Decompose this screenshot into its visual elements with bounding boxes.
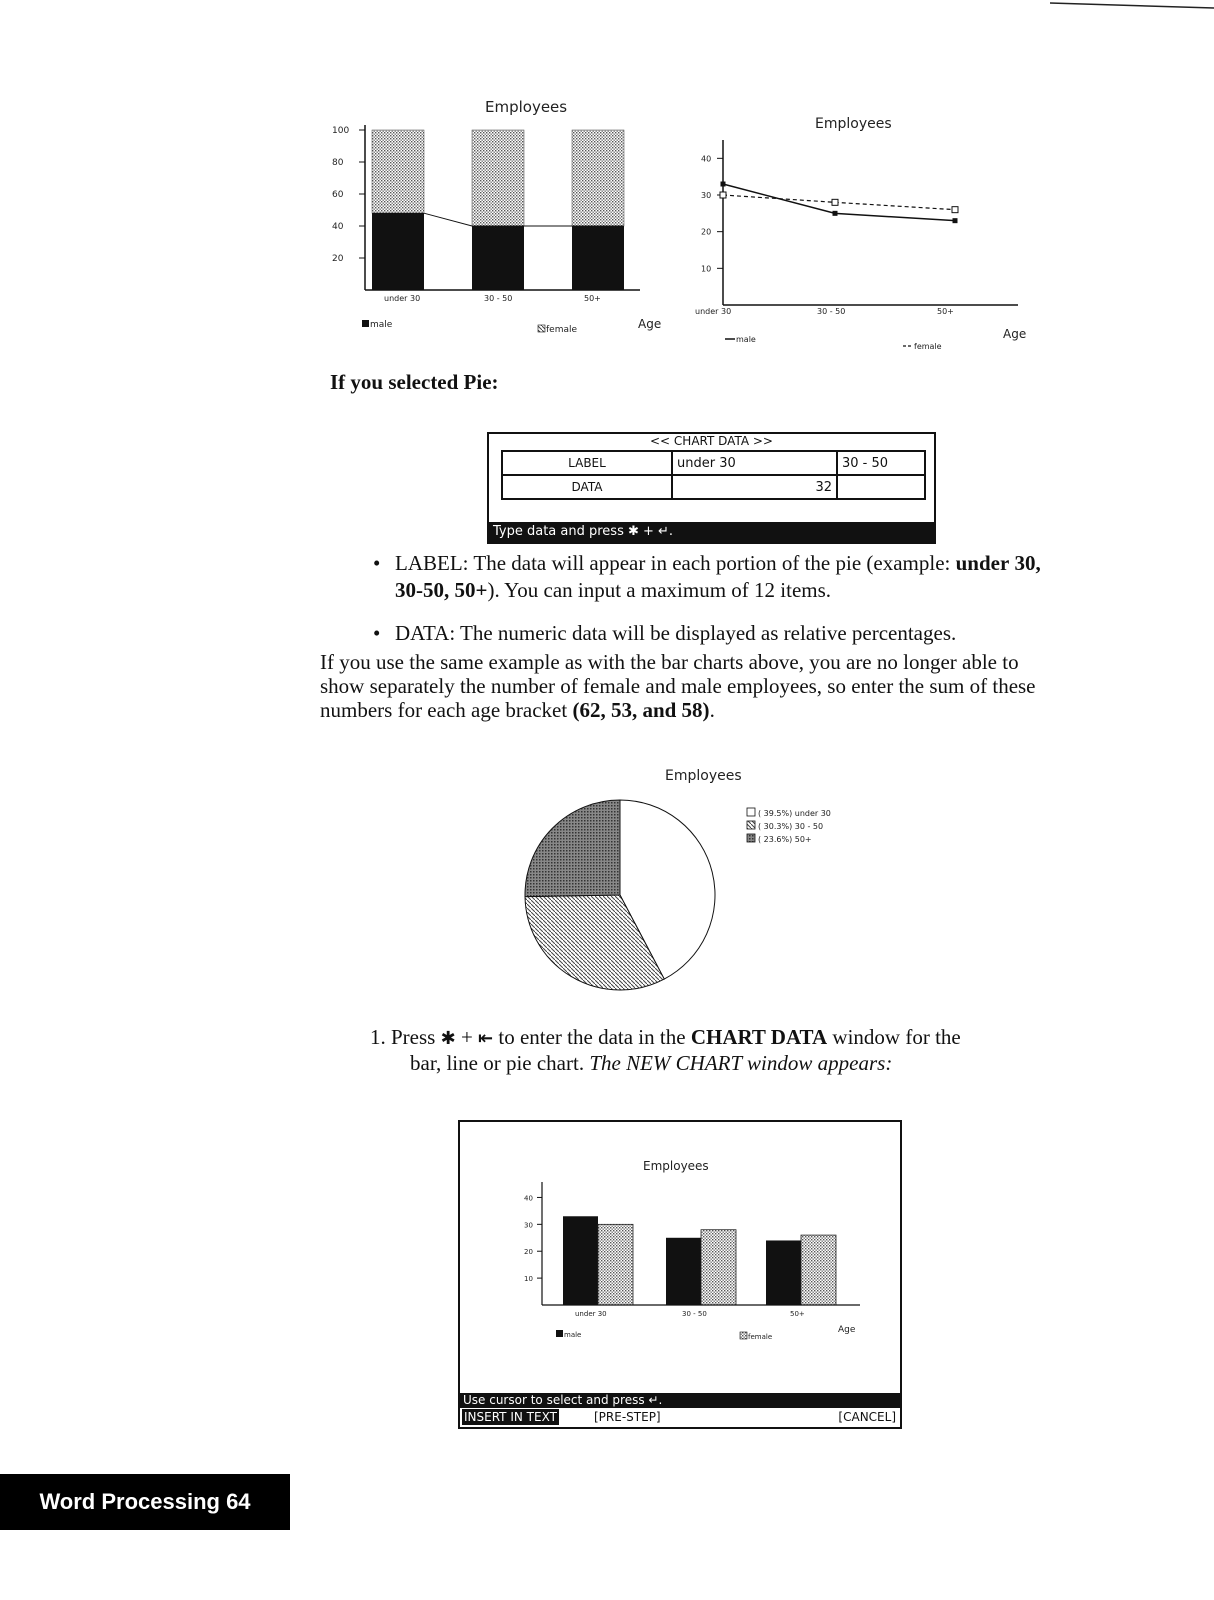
new-chart-window bbox=[458, 1120, 902, 1429]
bar1-female-bar bbox=[572, 130, 624, 226]
new-chart-legend-female: female bbox=[748, 1333, 773, 1341]
line1-x-label: 30 - 50 bbox=[817, 307, 846, 316]
pie-legend-label: ( 30.3%) 30 - 50 bbox=[758, 822, 824, 831]
corner-rule bbox=[1050, 0, 1214, 12]
chart-data-table bbox=[501, 450, 926, 500]
body-paragraph bbox=[320, 650, 1055, 722]
new-chart-button-bar bbox=[460, 1409, 900, 1425]
pie-chart-title: Employees bbox=[665, 768, 742, 784]
line1-male-marker bbox=[953, 218, 958, 223]
new-chart-legend-female-swatch bbox=[740, 1332, 747, 1339]
line1-female-marker bbox=[720, 192, 726, 198]
chart-data-data-row bbox=[502, 475, 925, 499]
grouped-bar-chart bbox=[460, 1122, 900, 1392]
line1-female-series bbox=[723, 195, 955, 210]
chart-data-window bbox=[487, 432, 936, 544]
new-chart-legend-male-swatch bbox=[556, 1330, 563, 1337]
chart-data-status-bar: Type data and press ✱ + ↵. bbox=[489, 522, 934, 542]
bar1-ytick-label: 40 bbox=[332, 222, 344, 232]
line-chart-legend-female: female bbox=[914, 342, 942, 351]
step-1-line2: bar, line or pie chart. bbox=[410, 1051, 590, 1075]
step-1-text1: to enter the data in the bbox=[493, 1025, 691, 1049]
line-chart-legend-male: male bbox=[736, 335, 756, 344]
gear-key-icon: ✱ bbox=[440, 1028, 456, 1048]
bar2-x-label: 30 - 50 bbox=[682, 1310, 707, 1318]
pie-legend-label: ( 23.6%) 50+ bbox=[758, 835, 812, 844]
bar-chart-legend-male: male bbox=[370, 320, 393, 330]
bar1-male-bar bbox=[372, 213, 424, 290]
bar-chart-legend-female: female bbox=[546, 325, 578, 335]
line1-ytick-label: 10 bbox=[701, 264, 712, 274]
bar2-ytick-label: 40 bbox=[524, 1194, 533, 1203]
bar1-ytick-label: 80 bbox=[332, 158, 344, 168]
pie-legend-swatch bbox=[747, 821, 755, 829]
step-1-text2: window for the bbox=[827, 1025, 961, 1049]
bullet-label-text1: The data will appear in each portion of the pie (example: bbox=[473, 551, 956, 575]
bar1-female-bar bbox=[372, 130, 424, 213]
label-cell-under-30[interactable]: under 30 bbox=[672, 451, 837, 475]
step-1-press: Press bbox=[391, 1025, 436, 1049]
step-1-number: 1. bbox=[370, 1025, 386, 1049]
pre-step-button[interactable]: [PRE-STEP] bbox=[594, 1410, 661, 1424]
bar1-ytick-label: 60 bbox=[332, 190, 344, 200]
bar1-male-bar bbox=[472, 226, 524, 290]
bullet-data-text: The numeric data will be displayed as relative percentages. bbox=[460, 621, 957, 645]
bar1-x-label: under 30 bbox=[384, 294, 421, 303]
step-1 bbox=[370, 1025, 1050, 1075]
bar-chart-title: Employees bbox=[485, 98, 568, 116]
bar2-female-bar bbox=[801, 1235, 836, 1305]
bullet-data-term: DATA: bbox=[395, 621, 456, 645]
bar1-ytick-label: 100 bbox=[332, 126, 350, 136]
line1-x-label: 50+ bbox=[937, 307, 954, 316]
bullet-data: • DATA: The numeric data will be displayed as relative percentages. bbox=[373, 621, 957, 645]
bar1-female-bar bbox=[472, 130, 524, 226]
footer-page-label: Word Processing 64 bbox=[0, 1474, 290, 1530]
step-1-italic: The NEW CHART window appears: bbox=[589, 1051, 893, 1075]
line1-ytick-label: 30 bbox=[701, 191, 712, 200]
line1-ytick-label: 40 bbox=[701, 154, 712, 164]
step-1-bold: CHART DATA bbox=[690, 1025, 828, 1049]
pie-legend-swatch bbox=[747, 808, 755, 816]
line1-female-marker bbox=[952, 207, 958, 213]
bar2-male-bar bbox=[666, 1238, 701, 1305]
line1-female-marker bbox=[832, 199, 838, 205]
line1-x-label: under 30 bbox=[695, 307, 732, 316]
new-chart-title: Employees bbox=[643, 1159, 709, 1173]
pie-chart bbox=[515, 760, 875, 995]
bar2-ytick-label: 10 bbox=[524, 1275, 533, 1284]
section-heading-pie: If you selected Pie: bbox=[330, 370, 499, 394]
data-cell-under-30[interactable]: 32 bbox=[672, 475, 837, 499]
chart-data-label-row bbox=[502, 451, 925, 475]
bar2-female-bar bbox=[598, 1224, 633, 1305]
row-data-label: DATA bbox=[502, 475, 672, 499]
label-cell-30-50[interactable]: 30 - 50 bbox=[837, 451, 925, 475]
new-chart-status-bar: Use cursor to select and press ↵. bbox=[460, 1393, 900, 1408]
bar2-ytick-label: 30 bbox=[524, 1221, 533, 1230]
cancel-button[interactable]: [CANCEL] bbox=[838, 1410, 896, 1424]
chart-data-title: << CHART DATA >> bbox=[650, 434, 773, 448]
bullet-label-bold: under bbox=[955, 551, 1010, 575]
bar2-male-bar bbox=[563, 1216, 598, 1305]
new-chart-axis-label: Age bbox=[838, 1325, 856, 1335]
row-label-label: LABEL bbox=[502, 451, 672, 475]
bullet-label-term: LABEL: bbox=[395, 551, 469, 575]
paragraph-text: If you use the same example as with the bar charts above, you are no longer able to show separately the number of female and male employees, so enter the sum of these numbers for each age bracket bbox=[320, 650, 1036, 722]
bar1-x-label: 30 - 50 bbox=[484, 294, 513, 303]
step-1-plus: + bbox=[460, 1025, 473, 1049]
stacked-bar-chart bbox=[330, 90, 670, 345]
insert-in-text-button[interactable]: INSERT IN TEXT bbox=[464, 1410, 557, 1424]
paragraph-bold: (62, 53, and 58) bbox=[572, 698, 710, 722]
bar2-x-label: under 30 bbox=[575, 1310, 607, 1318]
bar-chart-legend-female-swatch bbox=[538, 325, 545, 332]
data-cell-30-50[interactable] bbox=[837, 475, 925, 499]
bullet-label-text2: ). You can input a maximum of 12 items. bbox=[487, 578, 832, 602]
enter-key-icon: ⇤ bbox=[478, 1028, 494, 1049]
line1-male-series bbox=[723, 184, 955, 221]
bar-chart-axis-label: Age bbox=[638, 317, 662, 331]
bar2-x-label: 50+ bbox=[790, 1310, 805, 1318]
bar1-x-label: 50+ bbox=[584, 294, 601, 303]
bar2-male-bar bbox=[766, 1240, 801, 1305]
bullet-label: • LABEL: The data will appear in each portion of the pie (example: under 30, 30-50, 50+). You can input a maximum of 12 items. bbox=[373, 551, 1041, 602]
line-chart-axis-label: Age bbox=[1003, 327, 1027, 341]
bar-chart-legend-male-swatch bbox=[362, 320, 369, 327]
line1-ytick-label: 20 bbox=[701, 227, 712, 237]
new-chart-legend-male: male bbox=[564, 1331, 582, 1339]
pie-legend-swatch bbox=[747, 834, 755, 842]
bar2-female-bar bbox=[701, 1230, 736, 1305]
paragraph-end: . bbox=[709, 698, 715, 722]
pie-legend-label: ( 39.5%) under 30 bbox=[758, 809, 831, 818]
bar1-male-bar bbox=[572, 226, 624, 290]
bar1-ytick-label: 20 bbox=[332, 254, 344, 264]
bar2-ytick-label: 20 bbox=[524, 1248, 533, 1257]
pie-slice-50-plus bbox=[525, 800, 620, 897]
line1-male-marker bbox=[833, 211, 838, 216]
line-chart bbox=[685, 110, 1030, 355]
line-chart-title: Employees bbox=[815, 116, 892, 132]
bullet-label-bold2: 30, 30-50, 50+ bbox=[395, 551, 1041, 602]
line1-male-marker bbox=[721, 182, 726, 187]
